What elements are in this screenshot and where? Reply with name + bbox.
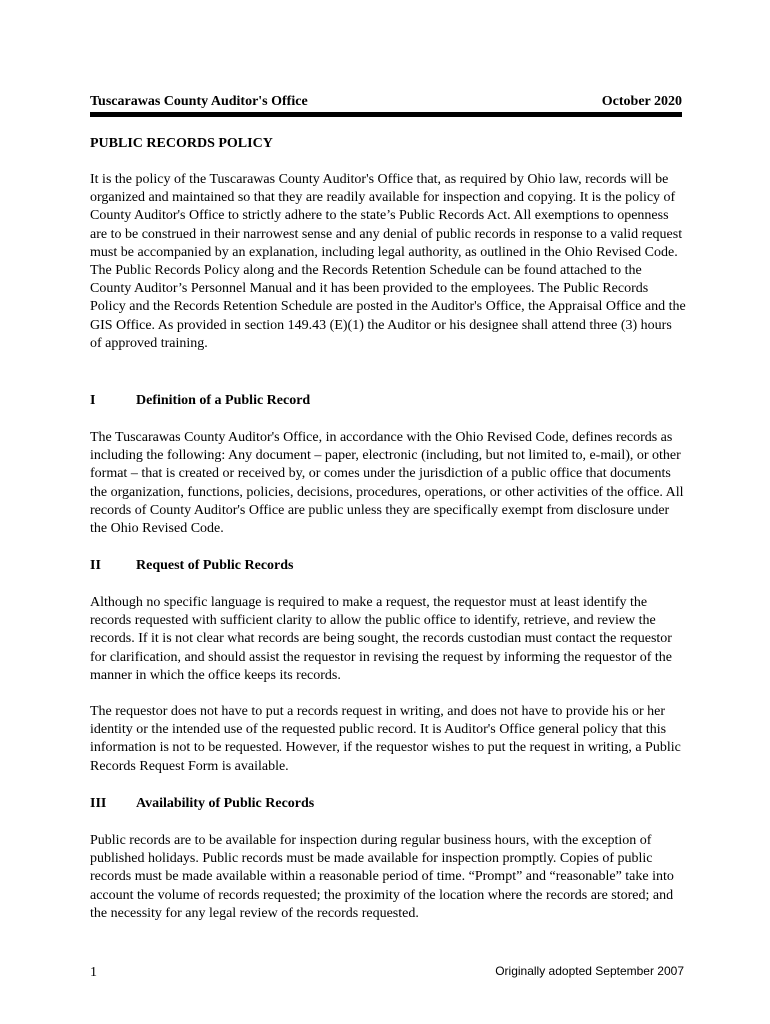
section-heading-1 <box>90 392 310 410</box>
header-date: October 2020 <box>601 94 682 109</box>
intro-paragraph: It is the policy of the Tuscarawas County Auditor's Office that, as required by Ohio law, records will be organized and maintained so that they are readily available for inspection and copying. It is the policy of County Auditor's Office to strictly adhere to the state’s Public Records Act. All exemptions to openness are to be construed in their narrowest sense and any denial of public records in response to a valid request must be accompanied by an explanation, including legal authority, as outlined in the Ohio Revised Code. The Public Records Policy along and the Records Retention Schedule can be found attached to the County Auditor’s Personnel Manual and it has been provided to the employees. The Public Records Policy and the Records Retention Schedule are posted in the Auditor's Office, the Appraisal Office and the GIS Office. As provided in section 149.43 (E)(1) the Auditor or his designee shall attend three (3) hours of approved training. <box>90 172 686 351</box>
footer-note: Originally adopted September 2007 <box>495 964 684 978</box>
page-number: 1 <box>90 965 97 980</box>
section-2-paragraph-1: Although no specific language is required to make a request, the requestor must at least identify the records requested with sufficient clarity to allow the public office to identify, retrieve, and review the records. If it is not clear what records are being sought, the records custodian must contact the requestor for clarification, and should assist the requestor in revising the request by informing the requestor of the manner in which the office keeps its records. <box>90 595 673 683</box>
section-2-paragraph-2: The requestor does not have to put a records request in writing, and does not have to provide his or her identity or the intended use of the requested public record. It is Auditor's Office general policy that this information is not to be requested. However, if the requestor wishes to put the request in writing, a Public Records Request Form is available. <box>90 704 681 774</box>
section-title: Request of Public Records <box>136 558 294 573</box>
section-title: Availability of Public Records <box>136 796 315 811</box>
section-number: I <box>90 393 96 408</box>
page-header <box>90 93 682 111</box>
section-3-paragraph-1: Public records are to be available for inspection during regular business hours, with the exception of published holidays. Public records must be made available for inspection promptly. Copies of public records must be made available within a reasonable period of time. “Prompt” and “reasonable” take into account the volume of records requested; the proximity of the location where the records are stored; and the necessity for any legal review of the records requested. <box>90 833 674 921</box>
section-heading-2 <box>90 557 294 575</box>
office-name: Tuscarawas County Auditor's Office <box>90 94 308 109</box>
section-title: Definition of a Public Record <box>136 393 311 408</box>
document-page <box>90 0 686 1024</box>
section-1-paragraph-1: The Tuscarawas County Auditor's Office, in accordance with the Ohio Revised Code, defines records as including the following: Any document – paper, electronic (including, but not limited to, e-mail), or other format – that is created or received by, or comes under the jurisdiction of a public office that documents the organization, functions, policies, decisions, procedures, operations, or other activities of the office. All records of County Auditor's Office are public unless they are specifically exempt from disclosure under the Ohio Revised Code. <box>90 430 684 537</box>
header-rule <box>90 112 682 117</box>
section-number: III <box>90 796 107 811</box>
document-title: PUBLIC RECORDS POLICY <box>90 136 273 151</box>
section-heading-3 <box>90 795 314 813</box>
section-number: II <box>90 558 101 573</box>
